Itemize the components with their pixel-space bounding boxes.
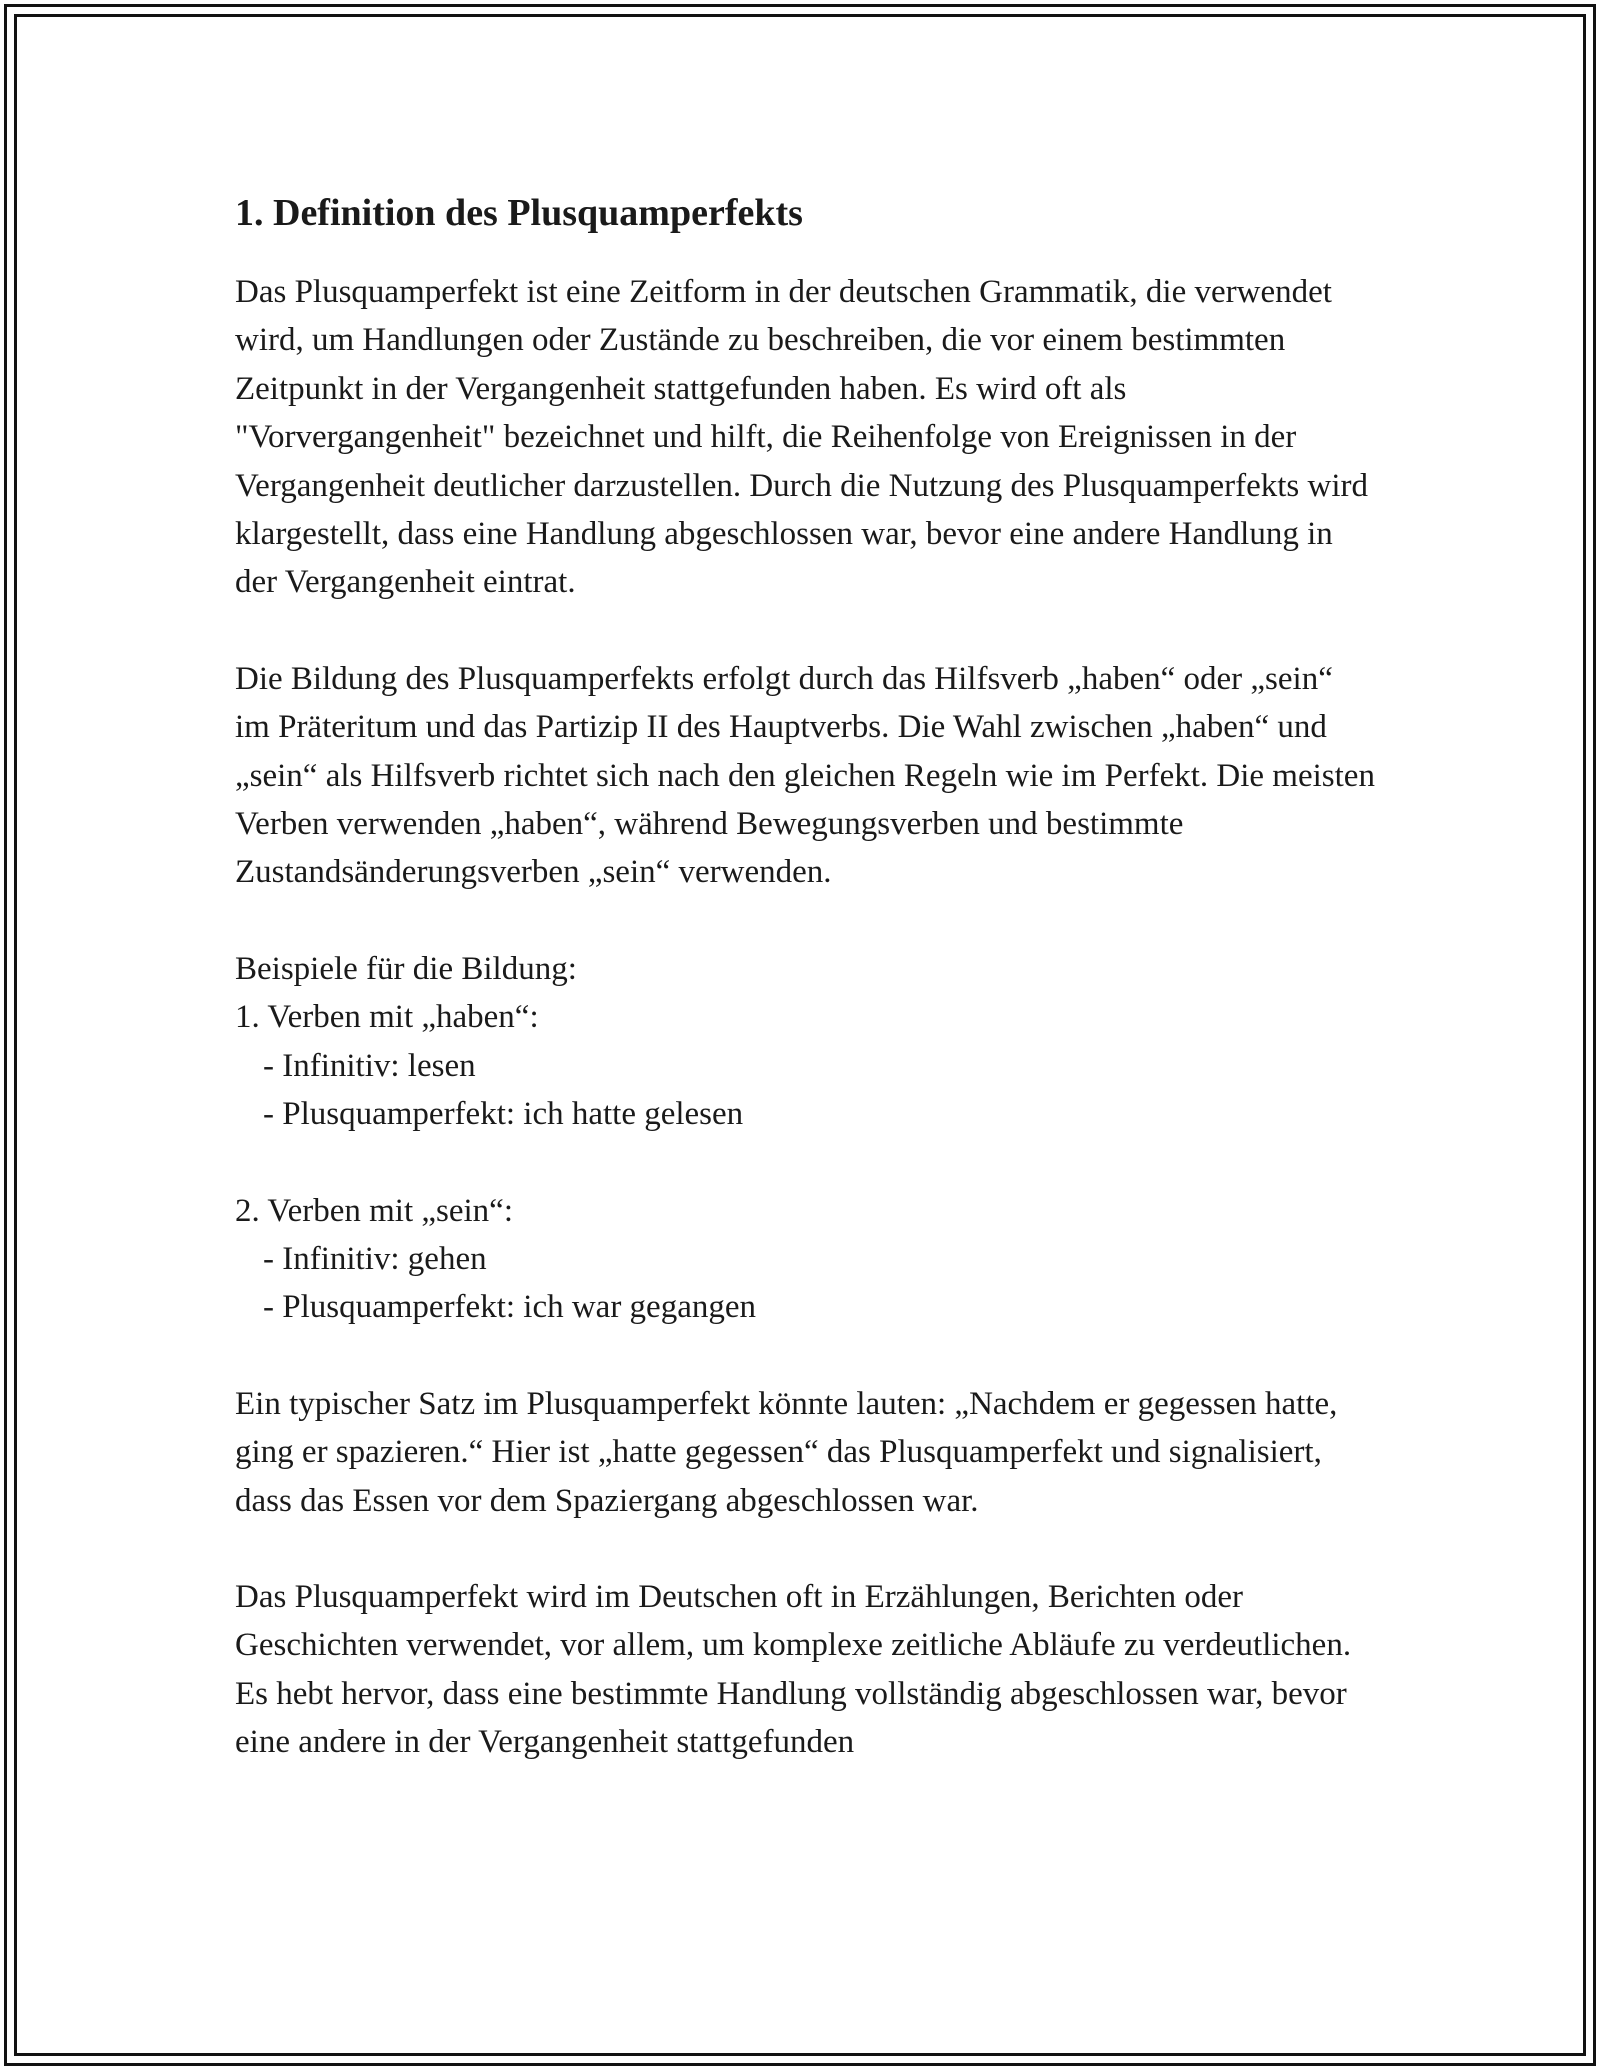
usage-paragraph: Das Plusquamperfekt wird im Deutschen oft in Erzählungen, Berichten oder Geschichten verwendet, vor allem, um komplexe zeitliche Abläufe zu verdeutlichen. Es hebt hervor, dass eine bestimmte Handlung vollständig abgeschlossen war, bevor eine andere in der Vergangenheit stattgefunden — [235, 1578, 1352, 1761]
example-sentence-paragraph: Ein typischer Satz im Plusquamperfekt könnte lauten: „Nachdem er gegessen hatte, ging er spazieren.“ Hier ist „hatte gegessen“ das Plusquamperfekt und signalisiert, dass das Essen vor dem Spaziergang abgeschlossen war. — [235, 1385, 1338, 1519]
section-heading: 1. Definition des Plusquamperfekts — [235, 192, 803, 234]
document-body — [235, 188, 1375, 1815]
example-haben-infinitive: - Infinitiv: lesen — [263, 1047, 476, 1084]
example-sein-infinitive: - Infinitiv: gehen — [263, 1240, 487, 1277]
example-sein-plusquamperfekt: - Plusquamperfekt: ich war gegangen — [263, 1289, 757, 1326]
formation-paragraph: Die Bildung des Plusquamperfekts erfolgt durch das Hilfsverb „haben“ oder „sein“ im Präteritum und das Partizip II des Hauptverbs. Die Wahl zwischen „haben“ und „sein“ als Hilfsverb richtet sich nach den gleichen Regeln wie im Perfekt. Die meisten Verben verwenden „haben“, während Bewegungsverben und bestimmte Zustandsänderungsverben „sein“ verwenden. — [235, 660, 1375, 891]
example-haben-title: 1. Verben mit „haben“: — [235, 999, 539, 1036]
example-sein-title: 2. Verben mit „sein“: — [235, 1192, 513, 1229]
example-sein-block — [235, 1187, 1375, 1332]
examples-block — [235, 945, 1375, 1139]
definition-paragraph: Das Plusquamperfekt ist eine Zeitform in der deutschen Grammatik, die verwendet wird, um Handlungen oder Zustände zu beschreiben, die vor einem bestimmten Zeitpunkt in der Vergangenheit stattgefunden haben. Es wird oft als "Vorvergangenheit" bezeichnet und hilft, die Reihenfolge von Ereignissen in der Vergangenheit deutlicher darzustellen. Durch die Nutzung des Plusquamperfekts wird klargestellt, dass eine Handlung abgeschlossen war, bevor eine andere Handlung in der Vergangenheit eintrat. — [235, 274, 1368, 601]
example-haben-plusquamperfekt: - Plusquamperfekt: ich hatte gelesen — [263, 1096, 744, 1133]
examples-intro: Beispiele für die Bildung: — [235, 950, 577, 987]
